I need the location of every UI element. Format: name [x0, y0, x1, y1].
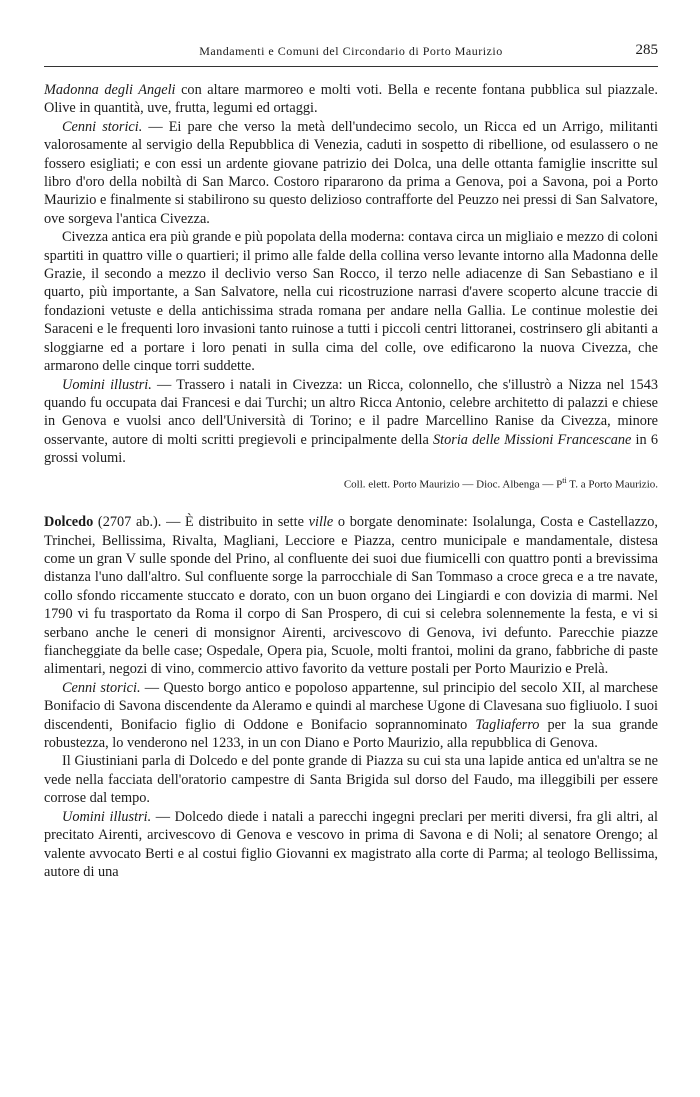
paragraph-text: in 6 grossi volumi. [44, 431, 658, 467]
paragraph-dolcedo-history [44, 679, 658, 753]
nickname: Tagliaferro [475, 716, 540, 733]
paragraph-dolcedo-intro [44, 513, 658, 679]
paragraph-text: o borgate denominate: Isolalunga, Costa e Castellazzo, Trinchei, Bellissima, Rivalta, Magliani, Lecciore e Piazza, centro municipale e mandamentale, distesa come un gran V sulle sponde del Prino, al confluente dei suoi due fiumicelli con quattro ponti a brevissima distanza l'uno dall'altro. Sul confluente sorge la parrocchiale di San Tommaso a croce greca e a tre navate, collo sfondo riccamente stuccato e dorato, con un buon organo dei Lingiardi e con dovizia di marmi. Nel 1790 vi fu trasportato da Roma il corpo di San Prospero, di cui si celebra solennemente la festa, e vi si serbano anche le ceneri di monsignor Airenti, arcivescovo di Genova, ivi defunto. Parecchie piazze fiancheggiate da belle case; Ospedale, Opera pia, Scuole, molti frantoi, molini da grano, fabbriche di paste alimentari, negozi di vino, commercio attivo favorito da vetture postali per Porto Maurizio e Prelà. [44, 514, 658, 678]
book-title: Storia delle Missioni Francescane [432, 431, 632, 448]
church-name: Madonna degli Angeli [44, 82, 176, 98]
section-label: Cenni storici. [62, 118, 143, 135]
paragraph-civezza-history [44, 118, 658, 228]
paragraph-text: — Ei pare che verso la metà dell'undecimo secolo, un Ricca ed un Arrigo, militanti valorosamente al servigio della Repubblica di Venezia, caduti in sospetto di ribellione, od esulassero o ne fossero esigliati; e con essi un ardente giovane patrizio dei Dolca, una delle ottanta famiglie inscritte sul libro d'oro della nobiltà di San Marco. Costoro ripararono da prima a Genova, poi a Savona, poi a Porto Maurizio e finalmente si stabilirono su questo delizioso contrafforte del Peuzzo nei pressi di San Salvatore, ove sorgeva l'antica Civezza. [44, 118, 658, 227]
section-label: Cenni storici. [62, 679, 141, 696]
paragraph-dolcedo-giustiniani: Il Giustiniani parla di Dolcedo e del ponte grande di Piazza su cui sta una lapide antica ed un'altra se ne vede nella facciata dell'oratorio campestre di Santa Brigida sul dorso del Faudo, ma illeggibili per essere corrose dal tempo. [44, 753, 658, 807]
paragraph-civezza-notables [44, 376, 658, 468]
running-title: Mandamenti e Comuni del Circondario di Porto Maurizio [199, 44, 503, 58]
paragraph-dolcedo-notables [44, 808, 658, 882]
document-page [44, 40, 658, 881]
paragraph-text: — Trassero i natali in Civezza: un Ricca, colonnello, che s'illustrò a Nizza nel 1543 quando fu occupata dai Francesi e dai Turchi; un altro Ricca Antonio, celebre architetto di palazzi e chiese in Genova e vuolsi anco dell'Università di Torino; e il padre Marcellino Ranise da Civezza, minore osservante, autore di molti scritti pregievoli e principalmente della [44, 376, 658, 448]
running-header [44, 40, 658, 67]
paragraph-civezza-intro [44, 81, 658, 118]
paragraph-text: per la sua grande robustezza, lo venderono nel 1233, in un con Diano e Porto Maurizio, alla repubblica di Genova. [44, 716, 659, 752]
paragraph-text: con altare marmoreo e molti voti. Bella e recente fontana pubblica sul piazzale. Olive in quantità, uve, frutta, legumi ed ortaggi. [44, 82, 658, 117]
paragraph-civezza-ancient: Civezza antica era più grande e più popolata della moderna: contava circa un migliaio e mezzo di coloni spartiti in quattro ville o quartieri; il primo alle falde della collina verso levante intorno alla Madonna delle Grazie, il secondo a mezzo il declivio verso San Rocco, il terzo nelle adiacenze di San Sebastiano e il quarto, più importante, a San Salvatore, nella cui ricostruzione narrasi d'avere scoperto alcune traccie di fondazioni vetuste e della antichissima strada romana per andare nella Gallia. Le continue molestie dei Saraceni e le frequenti loro invasioni tanto ruinose a tutti i piccoli centri littoranei, costrinsero gli abitanti a sloggiarne ed a portare i loro penati in sulla cima del colle, ove edificarono la nuova Civezza, che armarono delle cinque torri suddette. [44, 229, 658, 375]
paragraph-text: — Questo borgo antico e popoloso appartenne, sul principio del secolo XII, al marchese Bonifacio di Savona discendente da Aleramo e quindi al marchese Ugone di Clavesana suo figliuolo. I suoi discendenti, Bonifacio figlio di Oddone e Bonifacio soprannominato [44, 679, 658, 733]
paragraph-text: (2707 ab.). — È distribuito in sette [93, 514, 309, 531]
entry-heading: Dolcedo [44, 514, 94, 531]
italic-term: ville [308, 514, 334, 531]
note-text: T. a Porto Maurizio. [566, 478, 658, 491]
note-superscript: ti [562, 475, 567, 485]
section-label: Uomini illustri. [62, 808, 152, 825]
page-number: 285 [635, 42, 658, 58]
paragraph-text: — Dolcedo diede i natali a parecchi ingegni preclari per meriti diversi, fra gli altri, al precitato Airenti, arcivescovo di Genova e vescovo in prima di Savona e di Noli; al senatore Orengo; al valente avvocato Berti e al costui figlio Giovanni ex magistrato alla corte di Parma; al teologo Bellissima, autore di una [44, 808, 658, 880]
note-text: Coll. elett. Porto Maurizio — Dioc. Albenga — P [343, 478, 563, 491]
electoral-note [44, 474, 658, 492]
section-label: Uomini illustri. [62, 376, 152, 393]
